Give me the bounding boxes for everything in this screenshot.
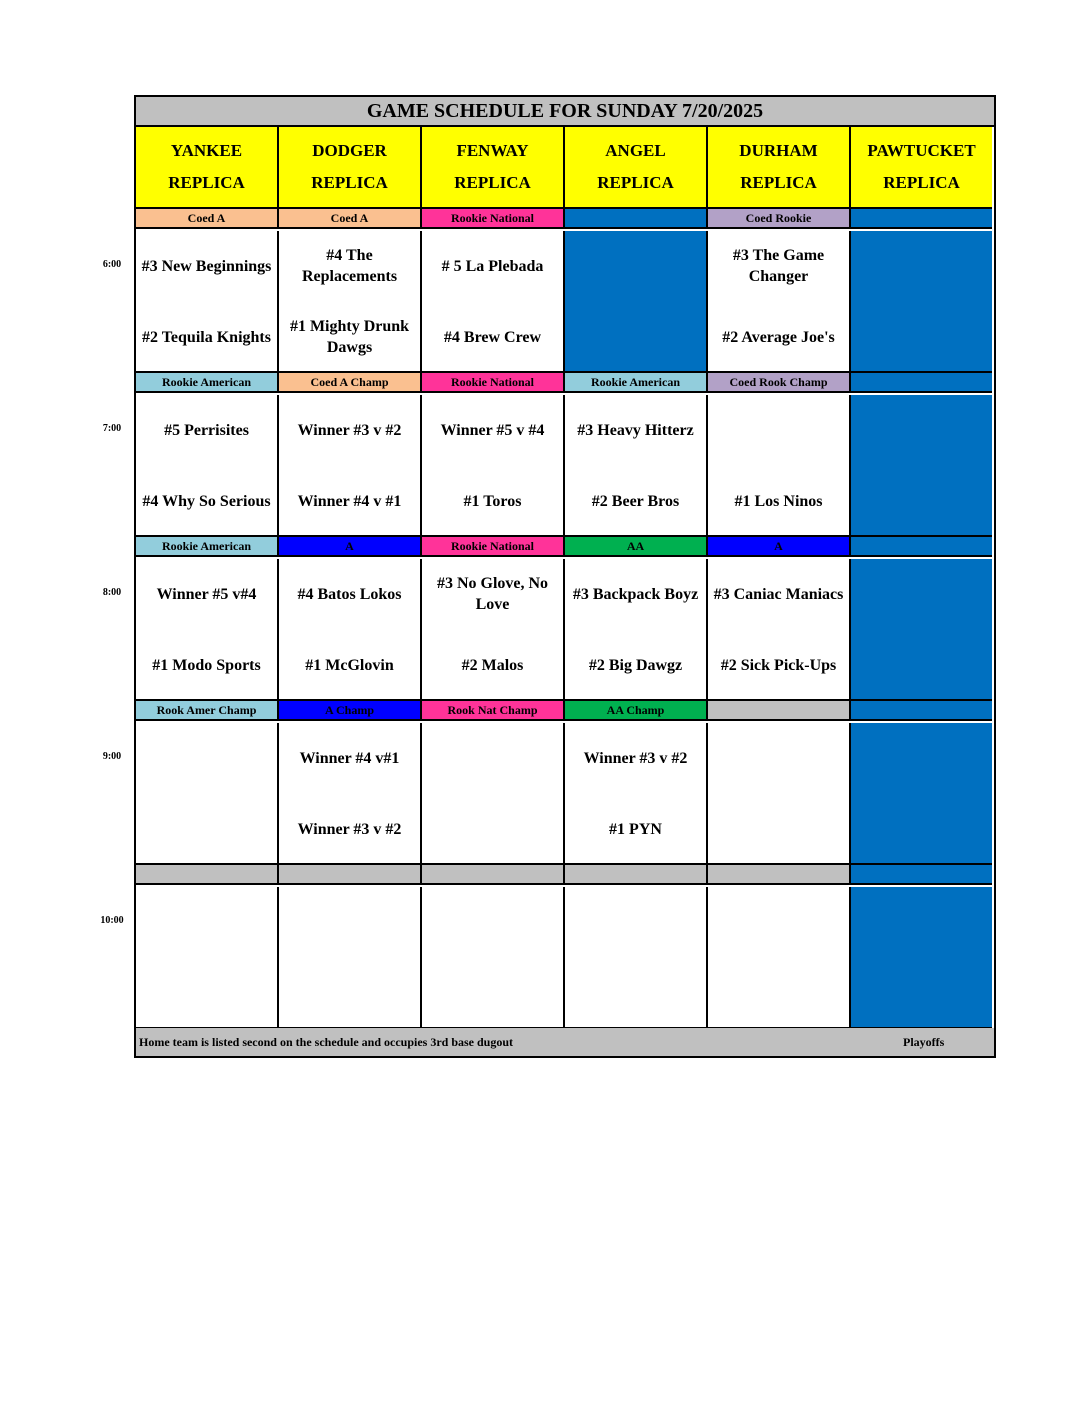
away-team: Winner #3 v #2 [583, 749, 688, 767]
field-subtitle: REPLICA [454, 173, 531, 192]
field-name: ANGEL [605, 141, 666, 160]
home-team: #1 PYN [609, 820, 662, 838]
game-slot [136, 887, 279, 1029]
home-team: #1 McGlovin [305, 656, 394, 674]
division-label [851, 701, 992, 721]
home-team: Winner #4 v #1 [297, 492, 402, 510]
game-slot [136, 559, 279, 701]
away-team: #3 Backpack Boyz [572, 585, 699, 603]
division-label [851, 537, 992, 557]
field-subtitle: REPLICA [883, 173, 960, 192]
division-label: Rookie American [565, 373, 708, 393]
division-label: Coed Rookie [708, 209, 851, 229]
home-team: #4 Brew Crew [443, 328, 542, 346]
division-label [851, 209, 992, 229]
game-slot [708, 723, 851, 865]
home-team [422, 799, 563, 859]
game-slot [136, 395, 279, 537]
home-team: Winner #3 v #2 [297, 820, 402, 838]
unused-slot [851, 887, 992, 1029]
division-label: Rook Nat Champ [422, 701, 565, 721]
division-label [279, 865, 422, 885]
division-label: Rookie National [422, 373, 565, 393]
field-subtitle: REPLICA [740, 173, 817, 192]
division-label: Rookie National [422, 209, 565, 229]
away-team [708, 892, 849, 952]
away-team [708, 728, 849, 788]
home-team [708, 963, 849, 1023]
field-name: DODGER [312, 141, 387, 160]
home-team [422, 963, 563, 1023]
division-label [565, 865, 708, 885]
home-team: #2 Beer Bros [591, 492, 680, 510]
field-name: FENWAY [456, 141, 529, 160]
division-label: AA [565, 537, 708, 557]
game-slot [422, 559, 565, 701]
away-team: #3 New Beginnings [141, 257, 272, 275]
away-team: #4 Batos Lokos [297, 585, 402, 603]
game-slot [708, 887, 851, 1029]
away-team [136, 892, 277, 952]
division-label [708, 701, 851, 721]
division-label: A [708, 537, 851, 557]
field-header-yankee [136, 127, 279, 209]
field-header-dodger [279, 127, 422, 209]
division-label: A [279, 537, 422, 557]
field-name: PAWTUCKET [867, 141, 976, 160]
field-subtitle: REPLICA [311, 173, 388, 192]
game-slot [565, 395, 708, 537]
game-slot [279, 723, 422, 865]
division-label: A Champ [279, 701, 422, 721]
unused-slot [565, 231, 708, 373]
home-team: #1 Mighty Drunk Dawgs [289, 318, 410, 356]
game-slot [279, 559, 422, 701]
away-team [136, 728, 277, 788]
division-label: Coed A [279, 209, 422, 229]
away-team [565, 892, 706, 952]
time-label: 10:00 [100, 915, 124, 926]
division-label: Rookie American [136, 373, 279, 393]
home-team: #2 Tequila Knights [142, 328, 271, 346]
unused-slot [851, 723, 992, 865]
away-team: #3 Caniac Maniacs [713, 585, 844, 603]
away-team: Winner #4 v#1 [299, 749, 400, 767]
game-slot [422, 887, 565, 1029]
game-slot [565, 723, 708, 865]
schedule-title: GAME SCHEDULE FOR SUNDAY 7/20/2025 [136, 97, 994, 127]
home-team: #2 Average Joe's [722, 328, 835, 346]
home-team [279, 963, 420, 1023]
division-label [136, 865, 279, 885]
division-label: Rook Amer Champ [136, 701, 279, 721]
game-slot [279, 887, 422, 1029]
home-team [136, 799, 277, 859]
away-team: #3 Heavy Hitterz [577, 421, 694, 439]
field-subtitle: REPLICA [597, 173, 674, 192]
time-label: 9:00 [102, 751, 122, 762]
away-team: Winner #3 v #2 [297, 421, 402, 439]
home-team: #1 Modo Sports [152, 656, 261, 674]
schedule-footer [136, 1028, 994, 1056]
away-team: #5 Perrisites [164, 421, 249, 439]
game-slot [708, 559, 851, 701]
division-label: Coed Rook Champ [708, 373, 851, 393]
away-team: Winner #5 v#4 [156, 585, 257, 603]
division-label [422, 865, 565, 885]
division-label [565, 209, 708, 229]
game-slot [565, 887, 708, 1029]
game-slot [422, 723, 565, 865]
away-team [279, 892, 420, 952]
field-header-angel [565, 127, 708, 209]
division-label [708, 865, 851, 885]
time-label: 6:00 [102, 259, 122, 270]
unused-slot [851, 395, 992, 537]
home-team-note: Home team is listed second on the schedule and occupies 3rd base dugout [139, 1035, 514, 1049]
game-slot [279, 395, 422, 537]
away-team: Winner #5 v #4 [440, 421, 545, 439]
game-slot [136, 231, 279, 373]
game-slot [708, 231, 851, 373]
home-team: #2 Big Dawgz [588, 656, 683, 674]
time-label: 7:00 [102, 423, 122, 434]
division-label: Coed A Champ [279, 373, 422, 393]
away-team: #4 The Replacements [301, 247, 398, 285]
home-team: #4 Why So Serious [142, 492, 271, 510]
time-label: 8:00 [102, 587, 122, 598]
game-slot [279, 231, 422, 373]
field-header-pawtucket [851, 127, 992, 209]
home-team: #1 Los Ninos [734, 492, 823, 510]
division-label: Rookie American [136, 537, 279, 557]
unused-slot [851, 559, 992, 701]
home-team: #1 Toros [463, 492, 522, 510]
home-team: #2 Sick Pick-Ups [720, 656, 837, 674]
division-label: Coed A [136, 209, 279, 229]
field-header-durham [708, 127, 851, 209]
game-slot [422, 395, 565, 537]
field-name: DURHAM [739, 141, 818, 160]
home-team [565, 963, 706, 1023]
unused-slot [851, 231, 992, 373]
game-slot [565, 559, 708, 701]
division-label [851, 373, 992, 393]
division-label: AA Champ [565, 701, 708, 721]
game-slot [422, 231, 565, 373]
game-slot [708, 395, 851, 537]
division-label [851, 865, 992, 885]
playoffs-legend: Playoffs [903, 1035, 945, 1049]
away-team [708, 400, 849, 460]
away-team: # 5 La Plebada [441, 257, 544, 275]
home-team [708, 799, 849, 859]
field-subtitle: REPLICA [168, 173, 245, 192]
field-name: YANKEE [170, 141, 243, 160]
field-header-fenway [422, 127, 565, 209]
away-team [422, 892, 563, 952]
schedule-sheet [134, 95, 996, 1058]
division-label: Rookie National [422, 537, 565, 557]
away-team: #3 No Glove, No Love [436, 575, 549, 613]
home-team: #2 Malos [461, 656, 524, 674]
home-team [136, 963, 277, 1023]
game-slot [136, 723, 279, 865]
away-team [422, 728, 563, 788]
away-team: #3 The Game Changer [732, 247, 825, 285]
